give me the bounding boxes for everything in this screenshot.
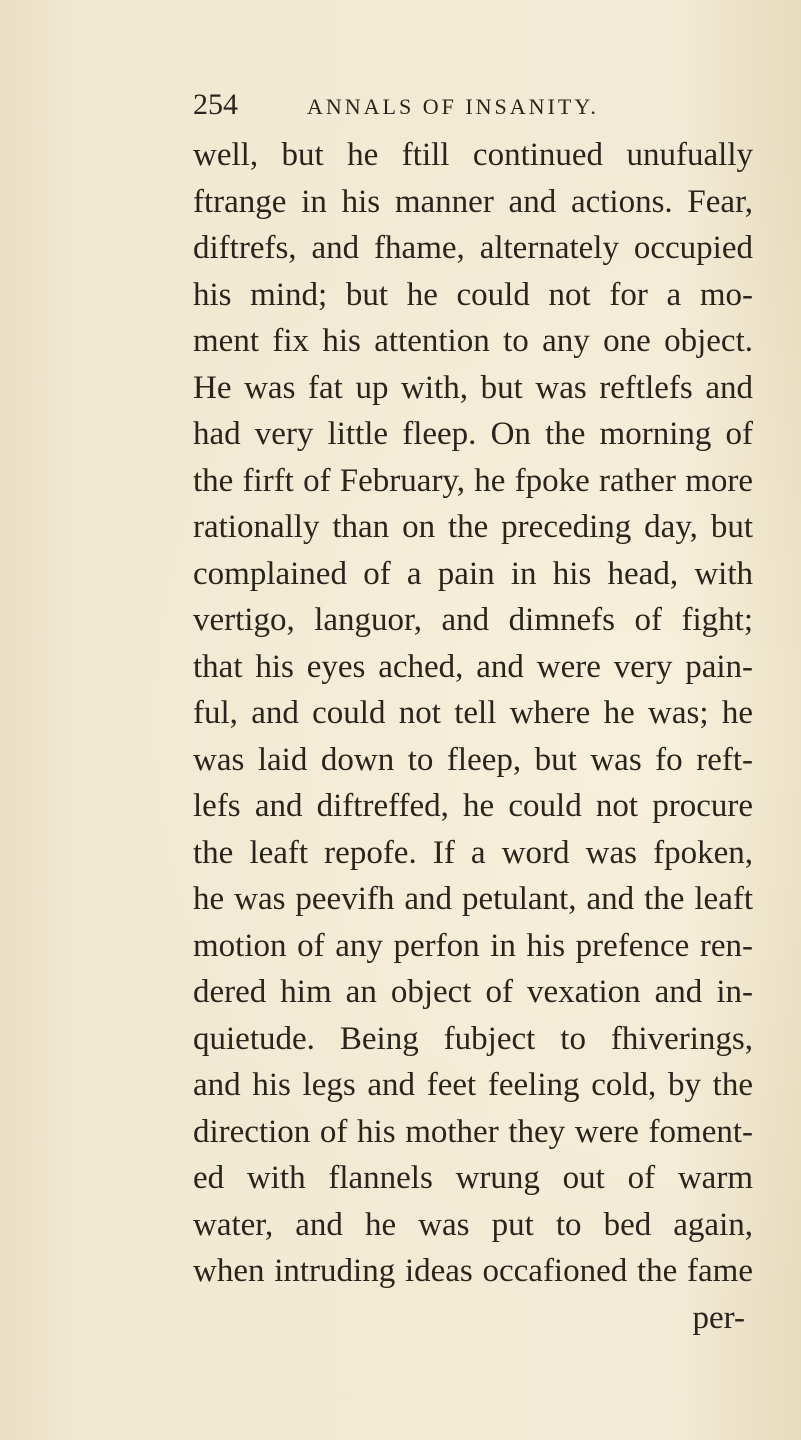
text-line: had very little fleep. On the morning of [193, 416, 753, 452]
text-line: was laid down to fleep, but was fo reft- [193, 741, 753, 778]
text-line: motion of any perfon in his prefence ren- [193, 927, 753, 964]
catchword: per- [692, 1299, 745, 1336]
text-line: lefs and diftreffed, he could not procure [193, 788, 753, 824]
page-header [193, 88, 753, 128]
text-line: and his legs and feet feeling cold, by the [193, 1067, 753, 1103]
text-line: quietude. Being fubject to fhiverings, [193, 1020, 753, 1057]
text-line: the firft of February, he fpoke rather more [193, 462, 753, 499]
text-line: ed with flannels wrung out of warm [193, 1160, 753, 1196]
text-line: the leaft repofe. If a word was fpoken, [193, 834, 753, 871]
text-line: he was peevifh and petulant, and the leaft [193, 881, 753, 917]
text-line: water, and he was put to bed again, [193, 1206, 753, 1243]
body-text [193, 132, 753, 1341]
text-line: ftrange in his manner and actions. Fear, [193, 183, 753, 220]
text-line: well, but he ftill continued unufually [193, 137, 753, 173]
text-line: his mind; but he could not for a mo- [193, 276, 753, 313]
text-line: ment fix his attention to any one object. [193, 323, 753, 359]
text-line: dered him an object of vexation and in- [193, 974, 753, 1010]
text-line: ful, and could not tell where he was; he [193, 695, 753, 731]
text-line: diftrefs, and fhame, alternately occupied [193, 230, 753, 266]
text-line: that his eyes ached, and were very pain- [193, 648, 753, 685]
text-line: He was fat up with, but was reftlefs and [193, 369, 753, 406]
text-line: complained of a pain in his head, with [193, 555, 753, 592]
text-line: rationally than on the preceding day, but [193, 509, 753, 545]
text-line: when intruding ideas occafioned the fame [193, 1253, 753, 1289]
page-number: 254 [193, 88, 238, 121]
text-line: vertigo, languor, and dimnefs of fight; [193, 602, 753, 638]
running-head: ANNALS OF INSANITY. [307, 94, 599, 119]
text-line: direction of his mother they were foment- [193, 1113, 753, 1150]
